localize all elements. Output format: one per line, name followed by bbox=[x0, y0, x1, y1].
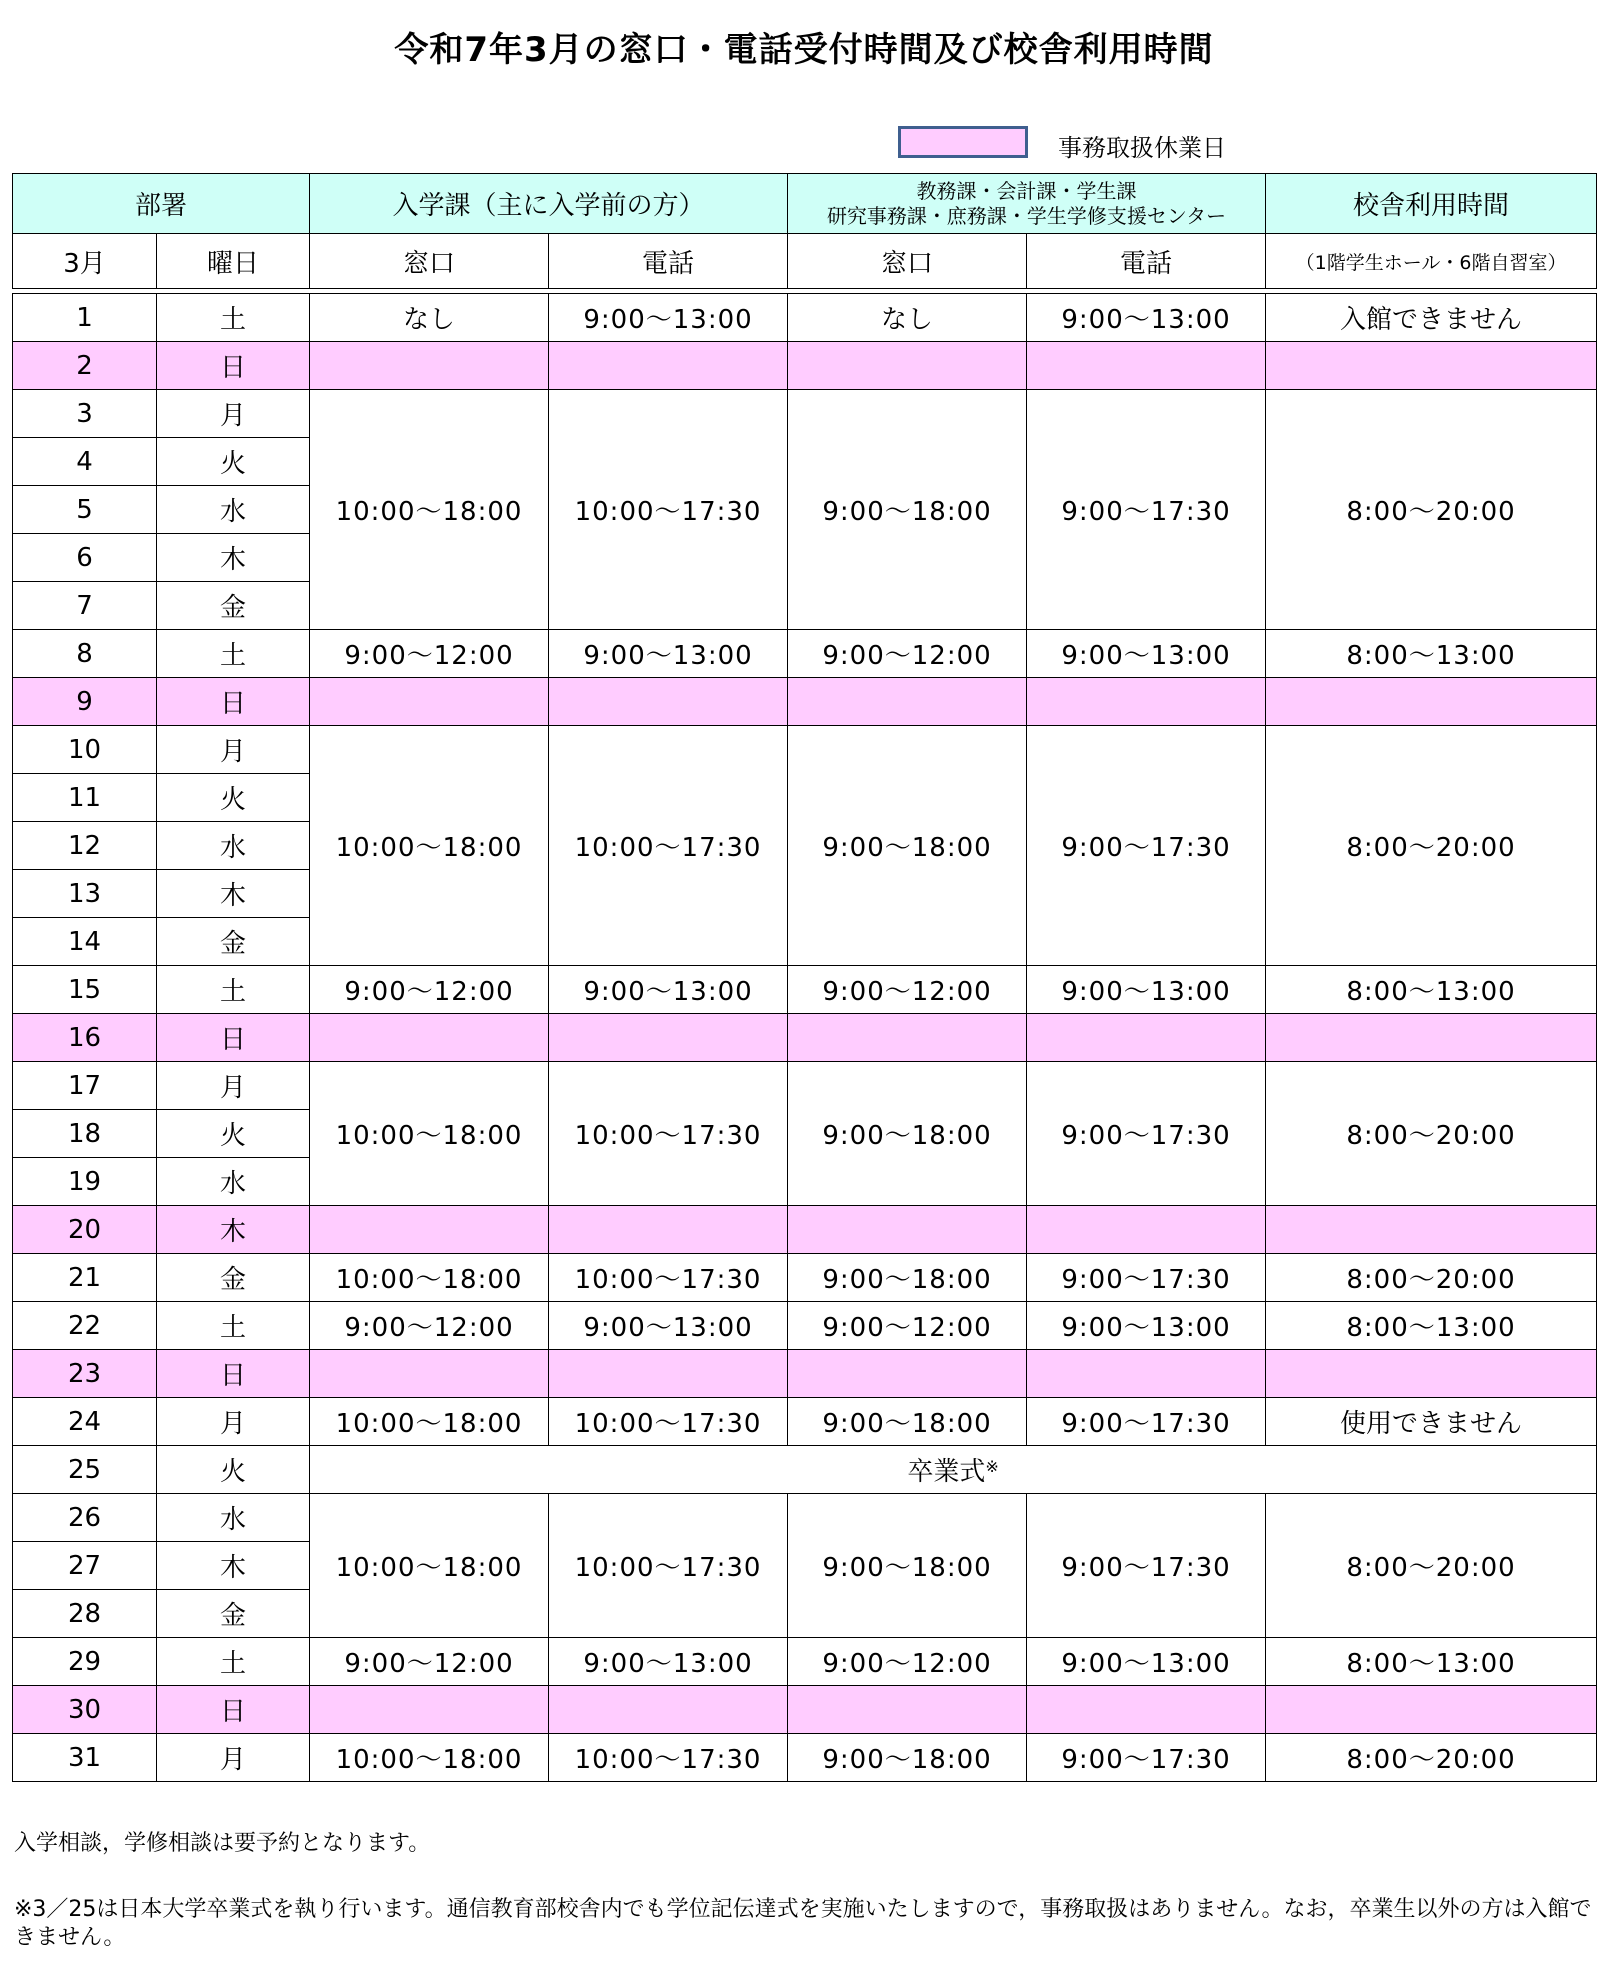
aca-window-cell: 9:00～18:00 bbox=[788, 1062, 1027, 1206]
weekday-cell: 土 bbox=[157, 966, 310, 1014]
table-row bbox=[13, 1254, 1597, 1302]
page-title: 令和7年3月の窓口・電話受付時間及び校舎利用時間 bbox=[394, 30, 1214, 70]
date-cell: 3 bbox=[13, 390, 157, 438]
date-cell: 21 bbox=[13, 1254, 157, 1302]
aca-phone-cell: 9:00～17:30 bbox=[1027, 390, 1266, 630]
building-cell: 8:00～20:00 bbox=[1266, 390, 1597, 630]
weekday-cell: 火 bbox=[157, 438, 310, 486]
table-row bbox=[13, 1638, 1597, 1686]
aca-phone-cell: 9:00～17:30 bbox=[1027, 1254, 1266, 1302]
date-cell: 2 bbox=[13, 342, 157, 390]
adm-window-cell: 9:00～12:00 bbox=[310, 1638, 549, 1686]
holiday-cell bbox=[549, 1206, 788, 1254]
adm-phone-cell: 10:00～17:30 bbox=[549, 1254, 788, 1302]
date-cell: 22 bbox=[13, 1302, 157, 1350]
table-row-holiday bbox=[13, 1206, 1597, 1254]
holiday-cell bbox=[1266, 1350, 1597, 1398]
holiday-cell bbox=[1027, 1014, 1266, 1062]
adm-phone-cell: 9:00～13:00 bbox=[549, 630, 788, 678]
aca-phone-cell: 9:00～13:00 bbox=[1027, 294, 1266, 342]
weekday-cell: 木 bbox=[157, 534, 310, 582]
header-building-note: （1階学生ホール・6階自習室） bbox=[1266, 234, 1597, 289]
holiday-cell bbox=[788, 1014, 1027, 1062]
graduation-note-mark: ※ bbox=[985, 1457, 999, 1476]
header-adm-window: 窓口 bbox=[310, 234, 549, 289]
weekday-cell: 日 bbox=[157, 342, 310, 390]
aca-phone-cell: 9:00～17:30 bbox=[1027, 726, 1266, 966]
table-row bbox=[13, 1494, 1597, 1542]
table-row-holiday bbox=[13, 342, 1597, 390]
table-row-holiday bbox=[13, 1014, 1597, 1062]
date-cell: 6 bbox=[13, 534, 157, 582]
weekday-cell: 日 bbox=[157, 678, 310, 726]
holiday-cell bbox=[310, 678, 549, 726]
holiday-cell bbox=[310, 342, 549, 390]
table-row bbox=[13, 630, 1597, 678]
date-cell: 26 bbox=[13, 1494, 157, 1542]
adm-phone-cell: 9:00～13:00 bbox=[549, 966, 788, 1014]
building-cell: 8:00～13:00 bbox=[1266, 1638, 1597, 1686]
adm-window-cell: 10:00～18:00 bbox=[310, 1062, 549, 1206]
weekday-cell: 金 bbox=[157, 1590, 310, 1638]
weekday-cell: 土 bbox=[157, 294, 310, 342]
table-row bbox=[13, 1302, 1597, 1350]
adm-phone-cell: 9:00～13:00 bbox=[549, 1638, 788, 1686]
date-cell: 10 bbox=[13, 726, 157, 774]
header-aca-phone: 電話 bbox=[1027, 234, 1266, 289]
holiday-cell bbox=[310, 1206, 549, 1254]
table-row bbox=[13, 966, 1597, 1014]
date-cell: 5 bbox=[13, 486, 157, 534]
date-cell: 12 bbox=[13, 822, 157, 870]
aca-window-cell: なし bbox=[788, 294, 1027, 342]
date-cell: 13 bbox=[13, 870, 157, 918]
weekday-cell: 火 bbox=[157, 774, 310, 822]
weekday-cell: 日 bbox=[157, 1686, 310, 1734]
weekday-cell: 土 bbox=[157, 1638, 310, 1686]
weekday-cell: 木 bbox=[157, 1206, 310, 1254]
building-cell: 8:00～13:00 bbox=[1266, 630, 1597, 678]
weekday-cell: 土 bbox=[157, 630, 310, 678]
adm-window-cell: 10:00～18:00 bbox=[310, 1398, 549, 1446]
aca-window-cell: 9:00～18:00 bbox=[788, 390, 1027, 630]
holiday-cell bbox=[549, 1350, 788, 1398]
date-cell: 25 bbox=[13, 1446, 157, 1494]
date-cell: 15 bbox=[13, 966, 157, 1014]
weekday-cell: 月 bbox=[157, 726, 310, 774]
header-month: 3月 bbox=[13, 234, 157, 289]
building-cell: 8:00～20:00 bbox=[1266, 1734, 1597, 1782]
legend-holiday-swatch bbox=[898, 126, 1028, 158]
weekday-cell: 火 bbox=[157, 1110, 310, 1158]
weekday-cell: 火 bbox=[157, 1446, 310, 1494]
date-cell: 27 bbox=[13, 1542, 157, 1590]
aca-window-cell: 9:00～12:00 bbox=[788, 966, 1027, 1014]
weekday-cell: 金 bbox=[157, 1254, 310, 1302]
weekday-cell: 水 bbox=[157, 486, 310, 534]
holiday-cell bbox=[788, 1206, 1027, 1254]
graduation-label: 卒業式 bbox=[907, 1457, 986, 1487]
aca-window-cell: 9:00～18:00 bbox=[788, 1398, 1027, 1446]
date-cell: 16 bbox=[13, 1014, 157, 1062]
aca-window-cell: 9:00～12:00 bbox=[788, 1638, 1027, 1686]
date-cell: 30 bbox=[13, 1686, 157, 1734]
table-row bbox=[13, 1062, 1597, 1110]
adm-phone-cell: 9:00～13:00 bbox=[549, 1302, 788, 1350]
weekday-cell: 月 bbox=[157, 1398, 310, 1446]
date-cell: 8 bbox=[13, 630, 157, 678]
holiday-cell bbox=[788, 1350, 1027, 1398]
date-cell: 29 bbox=[13, 1638, 157, 1686]
weekday-cell: 日 bbox=[157, 1014, 310, 1062]
adm-window-cell: 10:00～18:00 bbox=[310, 726, 549, 966]
adm-window-cell: 10:00～18:00 bbox=[310, 1494, 549, 1638]
header-admissions: 入学課（主に入学前の方） bbox=[310, 174, 788, 234]
footer-note-consultation: 入学相談，学修相談は要予約となります。 bbox=[14, 1831, 431, 1856]
date-cell: 28 bbox=[13, 1590, 157, 1638]
date-cell: 17 bbox=[13, 1062, 157, 1110]
building-cell: 8:00～13:00 bbox=[1266, 1302, 1597, 1350]
table-row-holiday bbox=[13, 1350, 1597, 1398]
aca-phone-cell: 9:00～13:00 bbox=[1027, 966, 1266, 1014]
building-cell: 使用できません bbox=[1266, 1398, 1597, 1446]
weekday-cell: 土 bbox=[157, 1302, 310, 1350]
weekday-cell: 月 bbox=[157, 390, 310, 438]
weekday-cell: 日 bbox=[157, 1350, 310, 1398]
table-row bbox=[13, 1734, 1597, 1782]
holiday-cell bbox=[788, 342, 1027, 390]
building-cell: 8:00～20:00 bbox=[1266, 726, 1597, 966]
aca-window-cell: 9:00～18:00 bbox=[788, 1254, 1027, 1302]
table-row bbox=[13, 1446, 1597, 1494]
header-adm-phone: 電話 bbox=[549, 234, 788, 289]
header-academic-line1: 教務課・会計課・学生課 bbox=[916, 178, 1137, 203]
holiday-cell bbox=[788, 678, 1027, 726]
holiday-cell bbox=[549, 1686, 788, 1734]
holiday-cell bbox=[1027, 1350, 1266, 1398]
table-row-holiday bbox=[13, 1686, 1597, 1734]
building-cell: 8:00～13:00 bbox=[1266, 966, 1597, 1014]
holiday-cell bbox=[310, 1686, 549, 1734]
weekday-cell: 水 bbox=[157, 1494, 310, 1542]
adm-window-cell: 10:00～18:00 bbox=[310, 390, 549, 630]
weekday-cell: 木 bbox=[157, 870, 310, 918]
building-cell: 入館できません bbox=[1266, 294, 1597, 342]
aca-phone-cell: 9:00～13:00 bbox=[1027, 630, 1266, 678]
holiday-cell bbox=[1266, 1014, 1597, 1062]
aca-phone-cell: 9:00～17:30 bbox=[1027, 1734, 1266, 1782]
date-cell: 18 bbox=[13, 1110, 157, 1158]
date-cell: 20 bbox=[13, 1206, 157, 1254]
header-dow: 曜日 bbox=[157, 234, 310, 289]
table-row bbox=[13, 726, 1597, 774]
adm-window-cell: 9:00～12:00 bbox=[310, 966, 549, 1014]
aca-phone-cell: 9:00～13:00 bbox=[1027, 1302, 1266, 1350]
holiday-cell bbox=[1027, 678, 1266, 726]
aca-phone-cell: 9:00～17:30 bbox=[1027, 1398, 1266, 1446]
table-row bbox=[13, 1398, 1597, 1446]
aca-window-cell: 9:00～12:00 bbox=[788, 1302, 1027, 1350]
weekday-cell: 水 bbox=[157, 1158, 310, 1206]
adm-phone-cell: 10:00～17:30 bbox=[549, 1494, 788, 1638]
holiday-cell bbox=[1027, 342, 1266, 390]
holiday-cell bbox=[310, 1014, 549, 1062]
header-aca-window: 窓口 bbox=[788, 234, 1027, 289]
date-cell: 31 bbox=[13, 1734, 157, 1782]
weekday-cell: 金 bbox=[157, 582, 310, 630]
graduation-cell bbox=[310, 1446, 1597, 1494]
holiday-cell bbox=[1266, 1686, 1597, 1734]
holiday-cell bbox=[549, 678, 788, 726]
date-cell: 9 bbox=[13, 678, 157, 726]
aca-window-cell: 9:00～18:00 bbox=[788, 726, 1027, 966]
footer-note-graduation: ※3／25は日本大学卒業式を執り行います。通信教育部校舎内でも学位記伝達式を実施いたしますので，事務取扱はありません。なお，卒業生以外の方は入館できません。 bbox=[14, 1897, 1592, 1950]
header-row-1 bbox=[13, 174, 1597, 234]
header-dept: 部署 bbox=[13, 174, 310, 234]
header-academic-line2: 研究事務課・庶務課・学生学修支援センター bbox=[826, 203, 1227, 228]
holiday-cell bbox=[1027, 1206, 1266, 1254]
aca-phone-cell: 9:00～13:00 bbox=[1027, 1638, 1266, 1686]
header-academic bbox=[788, 174, 1266, 234]
table-row-holiday bbox=[13, 678, 1597, 726]
adm-phone-cell: 10:00～17:30 bbox=[549, 726, 788, 966]
header-building: 校舎利用時間 bbox=[1266, 174, 1597, 234]
holiday-cell bbox=[1266, 1206, 1597, 1254]
adm-window-cell: 10:00～18:00 bbox=[310, 1734, 549, 1782]
adm-phone-cell: 10:00～17:30 bbox=[549, 1062, 788, 1206]
holiday-cell bbox=[788, 1686, 1027, 1734]
date-cell: 4 bbox=[13, 438, 157, 486]
weekday-cell: 月 bbox=[157, 1734, 310, 1782]
date-cell: 14 bbox=[13, 918, 157, 966]
aca-window-cell: 9:00～12:00 bbox=[788, 630, 1027, 678]
aca-window-cell: 9:00～18:00 bbox=[788, 1494, 1027, 1638]
date-cell: 11 bbox=[13, 774, 157, 822]
table-row bbox=[13, 294, 1597, 342]
holiday-cell bbox=[1266, 342, 1597, 390]
date-cell: 19 bbox=[13, 1158, 157, 1206]
aca-phone-cell: 9:00～17:30 bbox=[1027, 1062, 1266, 1206]
adm-window-cell: 9:00～12:00 bbox=[310, 1302, 549, 1350]
adm-window-cell: なし bbox=[310, 294, 549, 342]
building-cell: 8:00～20:00 bbox=[1266, 1254, 1597, 1302]
schedule-table bbox=[12, 173, 1597, 1782]
adm-window-cell: 9:00～12:00 bbox=[310, 630, 549, 678]
adm-phone-cell: 10:00～17:30 bbox=[549, 390, 788, 630]
building-cell: 8:00～20:00 bbox=[1266, 1494, 1597, 1638]
holiday-cell bbox=[549, 1014, 788, 1062]
header-row-2 bbox=[13, 234, 1597, 289]
aca-window-cell: 9:00～18:00 bbox=[788, 1734, 1027, 1782]
legend-label: 事務取扱休業日 bbox=[1058, 134, 1226, 162]
date-cell: 23 bbox=[13, 1350, 157, 1398]
weekday-cell: 木 bbox=[157, 1542, 310, 1590]
weekday-cell: 金 bbox=[157, 918, 310, 966]
holiday-cell bbox=[549, 342, 788, 390]
date-cell: 1 bbox=[13, 294, 157, 342]
date-cell: 7 bbox=[13, 582, 157, 630]
building-cell: 8:00～20:00 bbox=[1266, 1062, 1597, 1206]
holiday-cell bbox=[1027, 1686, 1266, 1734]
date-cell: 24 bbox=[13, 1398, 157, 1446]
aca-phone-cell: 9:00～17:30 bbox=[1027, 1494, 1266, 1638]
weekday-cell: 月 bbox=[157, 1062, 310, 1110]
weekday-cell: 水 bbox=[157, 822, 310, 870]
holiday-cell bbox=[1266, 678, 1597, 726]
adm-phone-cell: 10:00～17:30 bbox=[549, 1734, 788, 1782]
adm-phone-cell: 9:00～13:00 bbox=[549, 294, 788, 342]
adm-phone-cell: 10:00～17:30 bbox=[549, 1398, 788, 1446]
adm-window-cell: 10:00～18:00 bbox=[310, 1254, 549, 1302]
holiday-cell bbox=[310, 1350, 549, 1398]
table-row bbox=[13, 390, 1597, 438]
